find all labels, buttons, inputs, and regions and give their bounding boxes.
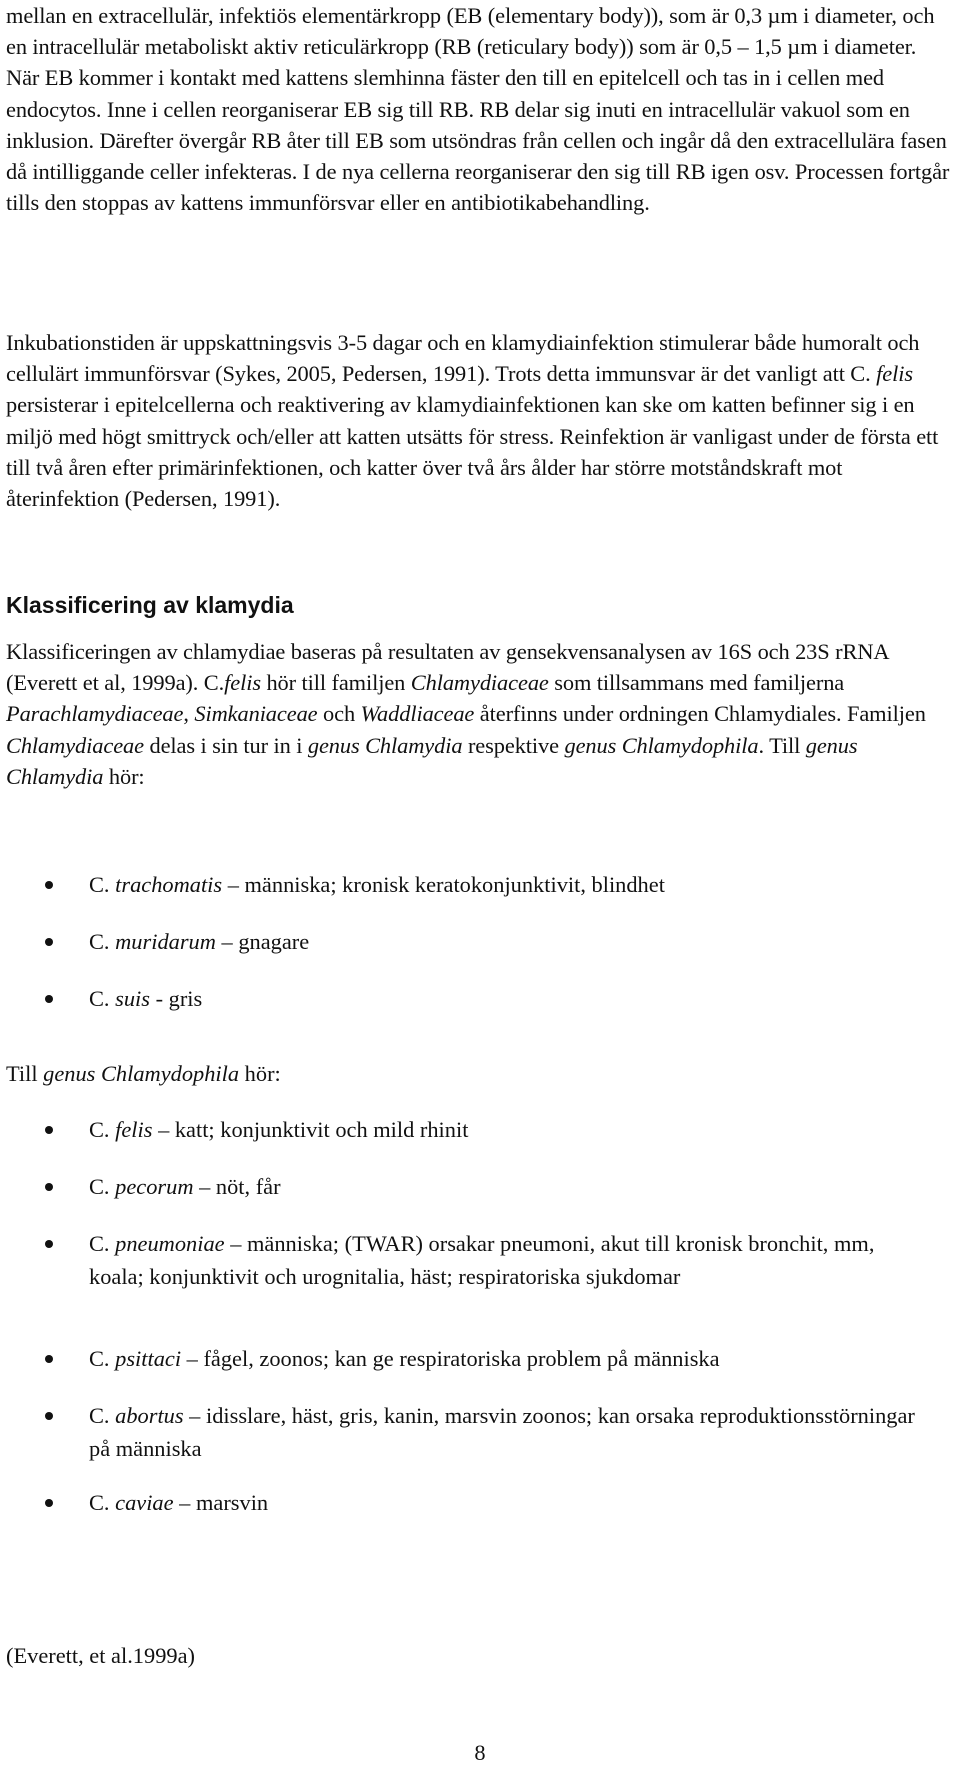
paragraph-life-cycle: mellan en extracellulär, infektiös elementärkropp (EB (elementary body)), som är 0,3 µm i diameter, och en intracellulär metaboliskt aktiv reticulärkropp (RB (reticulary body)) som är 0,5 – 1,5 µm i diameter. När EB kommer i kontakt med kattens slemhinna fäster den till en epitelcell och tas in i cellen med endocytos. Inne i cellen reorganiserar EB sig till RB. RB delar sig inuti en intracellulär vakuol som en inklusion. Därefter övergår RB åter till EB som utsöndras från cellen och ingår då den extracellulära fasen då intilliggande celler infekteras. I de nya cellerna reorganiserar den sig till RB igen osv. Processen fortgår tills den stoppas av kattens immunförsvar eller en antibiotikabehandling.	[6, 3, 950, 216]
paragraph-classification: Klassificeringen av chlamydiae baseras på resultaten av gensekvensanalysen av 16S och 23S rRNA (Everett et al, 1999a). C.felis hör till familjen Chlamydiaceae som tillsammans med familjerna Parachlamydiaceae, Simkaniaceae och Waddliaceae återfinns under ordningen Chlamydiales. Familjen Chlamydiaceae delas i sin tur in i genus Chlamydia respektive genus Chlamydophila. Till genus Chlamydia hör:	[6, 639, 926, 789]
page-number: 8	[474, 1740, 486, 1765]
species-description: C. pneumoniae – människa; (TWAR) orsakar pneumoni, akut till kronisk bronchit, mm, koala; konjunktivit och urognitalia, häst; respiratoriska sjukdomar	[89, 1231, 875, 1289]
bullet-icon	[45, 995, 53, 1003]
bullet-icon	[45, 1240, 53, 1248]
bullet-icon	[45, 881, 53, 889]
paragraph-incubation: Inkubationstiden är uppskattningsvis 3-5 dagar och en klamydiainfektion stimulerar både humoralt och cellulärt immunförsvar (Sykes, 2005, Pedersen, 1991). Trots detta immunsvar är det vanligt att C. felis persisterar i epitelcellerna och reaktivering av klamydiainfektionen kan ske om katten befinner sig i en miljö med högt smittryck och/eller att katten utsätts för stress. Reinfektion är vanligast under de första ett till två åren efter primärinfektionen, och katter över två års ålder har större motståndskraft mot återinfektion (Pedersen, 1991).	[6, 330, 939, 512]
bullet-icon	[45, 1355, 53, 1363]
species-description: C. caviae – marsvin	[89, 1490, 269, 1515]
bullet-icon	[45, 938, 53, 946]
section-heading: Klassificering av klamydia	[6, 592, 294, 618]
bullet-icon	[45, 1412, 53, 1420]
species-description: C. trachomatis – människa; kronisk keratokonjunktivit, blindhet	[89, 872, 665, 897]
species-description: C. felis – katt; konjunktivit och mild rhinit	[89, 1117, 469, 1142]
bullet-icon	[45, 1183, 53, 1191]
reference-citation: (Everett, et al.1999a)	[6, 1643, 195, 1668]
chlamydophila-intro: Till genus Chlamydophila hör:	[6, 1061, 281, 1086]
bullet-icon	[45, 1126, 53, 1134]
species-description: C. abortus – idisslare, häst, gris, kanin, marsvin zoonos; kan orsaka reproduktionsstörningar på människa	[89, 1403, 915, 1461]
species-description: C. pecorum – nöt, får	[89, 1174, 281, 1199]
species-description: C. muridarum – gnagare	[89, 929, 310, 954]
species-description: C. psittaci – fågel, zoonos; kan ge respiratoriska problem på människa	[89, 1346, 720, 1371]
bullet-icon	[45, 1499, 53, 1507]
species-description: C. suis - gris	[89, 986, 203, 1011]
